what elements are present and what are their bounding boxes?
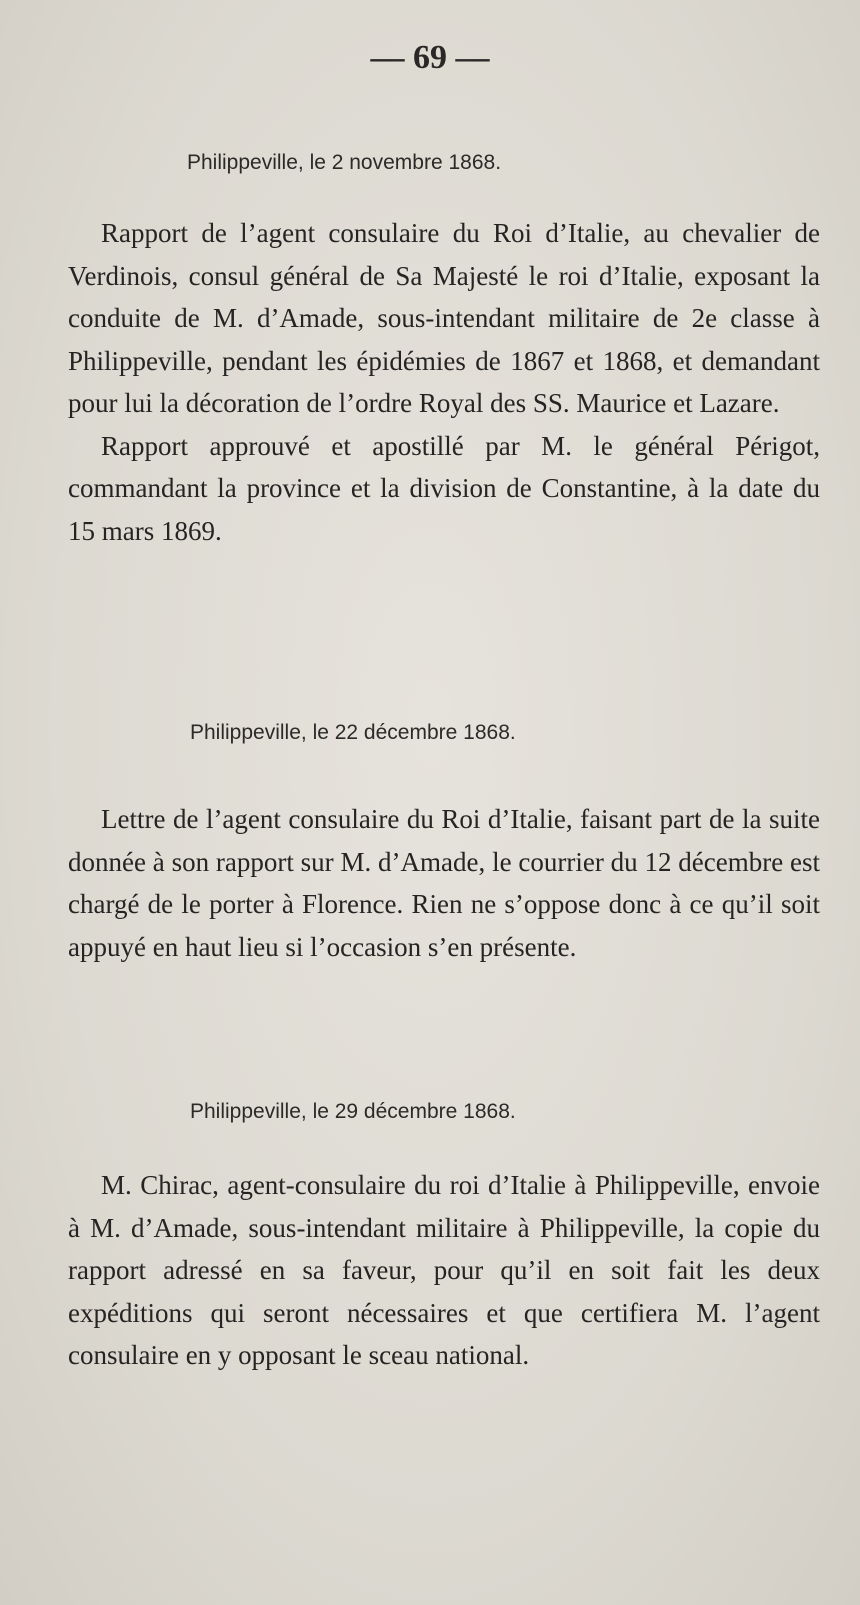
entry-body: [68, 212, 820, 552]
paragraph: Rapport approuvé et apostillé par M. le général Périgot, commandant la province et la division de Constantine, à la date du 15 mars 1869.: [68, 430, 820, 546]
dateline: Philippeville, le 29 décembre 1868.: [190, 1100, 516, 1123]
paragraph: Rapport de l’agent consulaire du Roi d’Italie, au chevalier de Verdinois, consul général de Sa Majesté le roi d’Italie, exposant la conduite de M. d’Amade, sous-intendant militaire de 2e classe à Philippeville, pendant les épidémies de 1867 et 1868, et demandant pour lui la décoration de l’ordre Royal des SS. Maurice et Lazare.: [68, 218, 820, 418]
paragraph: M. Chirac, agent-consulaire du roi d’Italie à Philippeville, envoie à M. d’Amade, sous-intendant militaire à Philippeville, la copie du rapport adressé en sa faveur, pour qu’il en soit fait les deux expéditions qui seront nécessaires et que certifiera M. l’agent consulaire en y opposant le sceau national.: [68, 1170, 820, 1370]
dateline: Philippeville, le 22 décembre 1868.: [190, 721, 516, 744]
dateline: Philippeville, le 2 novembre 1868.: [187, 151, 502, 174]
page-number: — 69 —: [370, 39, 490, 76]
entry-body: [68, 798, 820, 968]
paragraph: Lettre de l’agent consulaire du Roi d’Italie, faisant part de la suite donnée à son rapport sur M. d’Amade, le courrier du 12 décembre est chargé de le porter à Florence. Rien ne s’oppose donc à ce qu’il soit appuyé en haut lieu si l’occasion s’en présente.: [68, 804, 820, 962]
entry-body: [68, 1164, 820, 1377]
